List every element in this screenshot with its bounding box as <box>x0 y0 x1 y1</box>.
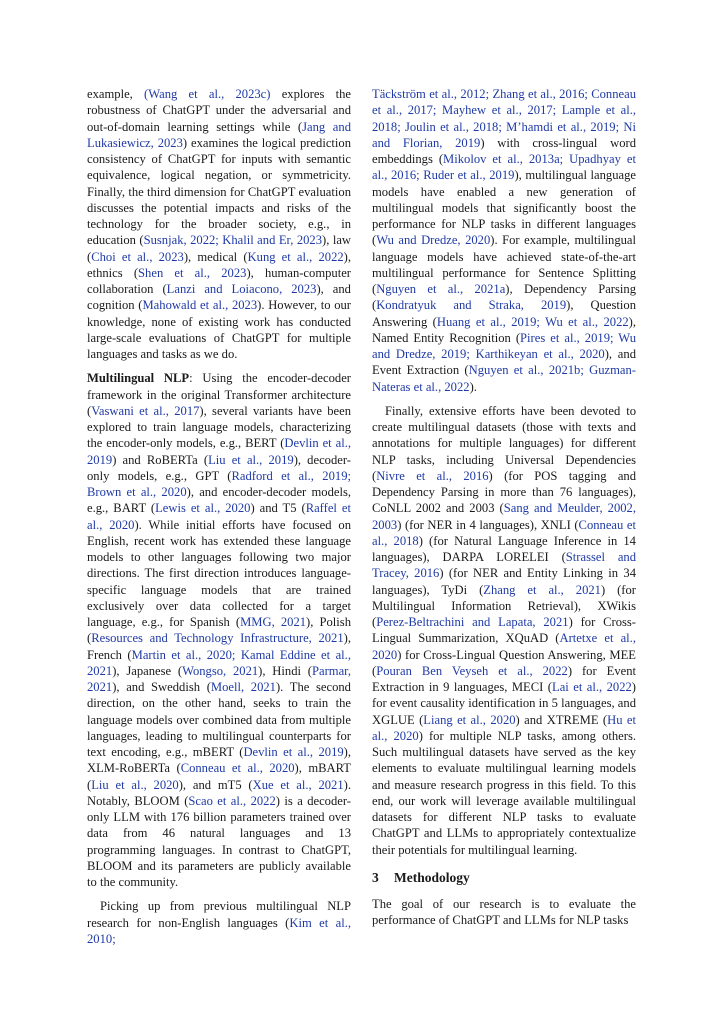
citation-link[interactable]: Scao et al., 2022 <box>188 793 276 808</box>
citation-link[interactable]: Strassel and Tracey, 2016 <box>372 550 637 581</box>
citation-link[interactable]: Zhang et al., 2021 <box>483 582 601 597</box>
text-run: ). While initial efforts have focused on English, recent work has extended these language models to other languages following two major directions. The first direction introduces language-specific language models that are trained exclusively over data collected for a target language, e.g., for Spanish ( <box>87 517 351 629</box>
text-run: ), Japanese ( <box>112 663 183 678</box>
citation-link[interactable]: Mikolov et al., 2013a; Upadhyay et al., 2016; Ruder et al., 2019 <box>372 152 636 183</box>
text-run: ), Polish ( <box>87 615 351 646</box>
citation-link[interactable]: Sang and Meulder, 2002, 2003 <box>372 501 636 532</box>
text-run: ), and mT5 ( <box>178 777 253 792</box>
text-run: ) for Event Extraction in 9 languages, MECI ( <box>372 663 636 694</box>
citation-link[interactable]: Pires et al., 2019; Wu and Dredze, 2019; Karthikeyan et al., 2020 <box>372 330 636 361</box>
text-run: ) (for NER in 4 languages), XNLI ( <box>397 517 579 532</box>
text-run: ), Question Answering ( <box>372 298 637 329</box>
citation-link[interactable]: Vaswani et al., 2017 <box>91 403 200 418</box>
citation-link[interactable]: Wongso, 2021 <box>182 663 259 678</box>
citation-link[interactable]: Täckström et al., 2012; Zhang et al., 2016; Conneau et al., 2017; Mayhew et al., 2017; Lample et al., 2018; Joulin et al., 2018; M’hamdi et al., 2019; Ni and Florian, 2019 <box>372 87 636 150</box>
citation-link[interactable]: Pouran Ben Veyseh et al., 2022 <box>376 663 568 678</box>
text-run: ) (for Multilingual Information Retrieval), XWikis ( <box>372 582 636 629</box>
paragraph <box>87 86 351 362</box>
right-column-paragraphs <box>372 86 636 858</box>
text-run: ) with cross-lingual word embeddings ( <box>372 135 636 166</box>
text-run: explores the robustness of ChatGPT under the adversarial and out-of-domain learning settings while ( <box>87 87 351 134</box>
text-run: ) and RoBERTa ( <box>112 452 209 467</box>
text-run: ), and Event Extraction ( <box>372 347 636 378</box>
citation-link[interactable]: Lanzi and Loiacono, 2023 <box>166 282 317 296</box>
text-run: ), decoder-only models, e.g., GPT ( <box>87 452 351 483</box>
citation-link[interactable]: Wu and Dredze, 2020 <box>376 233 491 248</box>
right-column <box>372 86 636 929</box>
text-run: ) for Cross-Lingual Summarization, XQuAD ( <box>372 615 636 646</box>
text-run: ). The second direction, on the other hand, seeks to train the language models over combined data from multiple languages, leading to multilingual counterparts for text encoding, e.g., mBERT ( <box>87 680 351 759</box>
text-run: ), several variants have been explored to train language models, characterizing the encoder-only models, e.g., BERT ( <box>87 403 352 451</box>
citation-link[interactable]: Choi et al., 2023 <box>91 249 184 264</box>
citation-link[interactable]: Nivre et al., 2016 <box>376 468 489 483</box>
text-run: ), human-computer collaboration ( <box>87 265 351 296</box>
citation-link[interactable]: Devlin et al., 2019 <box>243 745 344 759</box>
text-run: ) for event causality identification in 5 languages, and XGLUE ( <box>372 680 636 727</box>
text-run: Finally, extensive efforts have been devoted to create multilingual datasets (those with texts and annotations for multiple languages) for different NLP tasks, including Universal Dependencies ( <box>372 403 636 483</box>
text-run: ) for Cross-Lingual Question Answering, MEE ( <box>372 647 636 678</box>
text-run: ), French ( <box>87 631 351 662</box>
text-run: ), law ( <box>87 233 352 264</box>
citation-link[interactable]: Radford et al., 2019; Brown et al., 2020 <box>87 468 351 499</box>
citation-link[interactable]: Raffel et al., 2020 <box>87 501 351 532</box>
text-run: ), and encoder-decoder models, e.g., BART ( <box>87 485 351 516</box>
citation-link[interactable]: (Wang et al., 2023c) <box>144 87 271 101</box>
citation-link[interactable]: Nguyen et al., 2021a <box>376 282 506 296</box>
text-run: ). For example, multilingual language models have achieved state-of-the-art multilingual performance for Sentence Splitting ( <box>372 233 637 296</box>
citation-link[interactable]: Hu et al., 2020 <box>372 712 636 743</box>
citation-link[interactable]: Xue et al., 2021 <box>252 777 344 792</box>
citation-link[interactable]: Shen et al., 2023 <box>138 265 247 280</box>
citation-link[interactable]: Kung et al., 2022 <box>247 249 344 264</box>
text-run: ) and XTREME ( <box>515 712 608 727</box>
citation-link[interactable]: Huang et al., 2019; Wu et al., 2022 <box>436 314 629 329</box>
paragraph-heading: Multilingual NLP <box>87 371 190 386</box>
text-run: ), medical ( <box>183 249 248 264</box>
text-run: ), Dependency Parsing ( <box>372 282 636 313</box>
text-run: ), and cognition ( <box>87 282 351 313</box>
citation-link[interactable]: Lai et al., 2022 <box>552 680 632 694</box>
citation-link[interactable]: Martin et al., 2020; Kamal Eddine et al., 2021 <box>87 647 351 678</box>
text-run: ). However, to our knowledge, none of existing work has conducted large-scale evaluations of ChatGPT for multiple languages and tasks as we do. <box>87 298 351 361</box>
text-run: ) for multiple NLP tasks, among others. Such multilingual datasets have served as the key elements to evaluate multilingual learning models and measure research progress in this field. To this end, our work will leverage available multilingual datasets for different NLP tasks to evaluate ChatGPT and LLMs to appropriately contextualize their potentials for multilingual learning. <box>372 728 636 857</box>
text-run: Picking up from previous multilingual NLP research for non-English languages ( <box>87 899 351 930</box>
text-run: ) (for Natural Language Inference in 14 languages), DARPA LORELEI ( <box>372 533 636 564</box>
text-run: ), and Sweddish ( <box>112 680 211 694</box>
citation-link[interactable]: Resources and Technology Infrastructure, 2021 <box>91 631 344 646</box>
citation-link[interactable]: Liu et al., 2020 <box>91 777 179 792</box>
text-run: ), ethnics ( <box>87 249 352 280</box>
citation-link[interactable]: Jang and Lukasiewicz, 2023 <box>87 119 351 150</box>
text-run: ), Hindi ( <box>258 663 312 678</box>
text-run: ) (for NER and Entity Linking in 34 languages), TyDi ( <box>372 566 636 597</box>
citation-link[interactable]: Moell, 2021 <box>210 680 276 694</box>
citation-link[interactable]: Liu et al., 2019 <box>208 452 294 467</box>
text-run: ), Named Entity Recognition ( <box>372 314 637 345</box>
citation-link[interactable]: Mahowald et al., 2023 <box>142 298 258 313</box>
citation-link[interactable]: Perez-Beltrachini and Lapata, 2021 <box>376 615 569 629</box>
citation-link[interactable]: Susnjak, 2022; Khalil and Er, 2023 <box>143 233 323 248</box>
text-run: ), multilingual language models have enabled a new generation of multilingual models that significantly boost the performance for NLP tasks in different languages ( <box>372 168 636 248</box>
section-title: Methodology <box>394 869 470 885</box>
citation-link[interactable]: Parmar, 2021 <box>87 663 351 694</box>
citation-link[interactable]: Liang et al., 2020 <box>423 712 516 727</box>
citation-link[interactable]: MMG, 2021 <box>240 615 307 629</box>
section-number: 3 <box>372 869 379 885</box>
text-run: ). Notably, BLOOM ( <box>87 777 351 808</box>
citation-link[interactable]: Conneau et al., 2018 <box>372 517 636 548</box>
section-heading <box>372 870 636 886</box>
text-run: example, <box>87 87 145 101</box>
paragraph <box>372 86 636 395</box>
citation-link[interactable]: Artetxe et al., 2020 <box>372 631 636 662</box>
paragraph <box>87 898 351 947</box>
text-run: ). <box>469 379 477 394</box>
text-run: ) examines the logical prediction consistency of ChatGPT for inputs with semantic equivalence, logical negation, or symmetricity. Finally, the third dimension for ChatGPT evaluation discusses the potential impacts and risks of the technology for the broader society, e.g., in education ( <box>87 135 351 248</box>
citation-link[interactable]: Nguyen et al., 2021b; Guzman-Nateras et al., 2022 <box>372 363 636 394</box>
left-column <box>87 86 351 947</box>
text-run: ), mBART ( <box>87 761 351 792</box>
text-run: ) (for POS tagging and Dependency Parsing in more than 76 languages), CoNLL 2002 and 2003 ( <box>372 468 637 516</box>
citation-link[interactable]: Kim et al., 2010; <box>87 915 351 946</box>
methodology-paragraph: The goal of our research is to evaluate the performance of ChatGPT and LLMs for NLP tasks <box>372 897 636 928</box>
text-run: : Using the encoder-decoder framework in the original Transformer architecture ( <box>87 371 351 418</box>
text-run: ), XLM-RoBERTa ( <box>87 745 352 776</box>
citation-link[interactable]: Conneau et al., 2020 <box>180 761 295 776</box>
citation-link[interactable]: Lewis et al., 2020 <box>155 501 251 516</box>
citation-link[interactable]: Kondratyuk and Straka, 2019 <box>376 298 567 313</box>
paragraph <box>87 370 351 890</box>
paragraph <box>372 403 636 858</box>
citation-link[interactable]: Devlin et al., 2019 <box>87 436 351 467</box>
text-run: ) is a decoder-only LLM with 176 billion parameters trained over data from 46 natural languages and 13 programming languages. In contrast to ChatGPT, BLOOM and its parameters are publicly available to the community. <box>87 793 351 889</box>
text-run: ) and T5 ( <box>250 501 306 516</box>
